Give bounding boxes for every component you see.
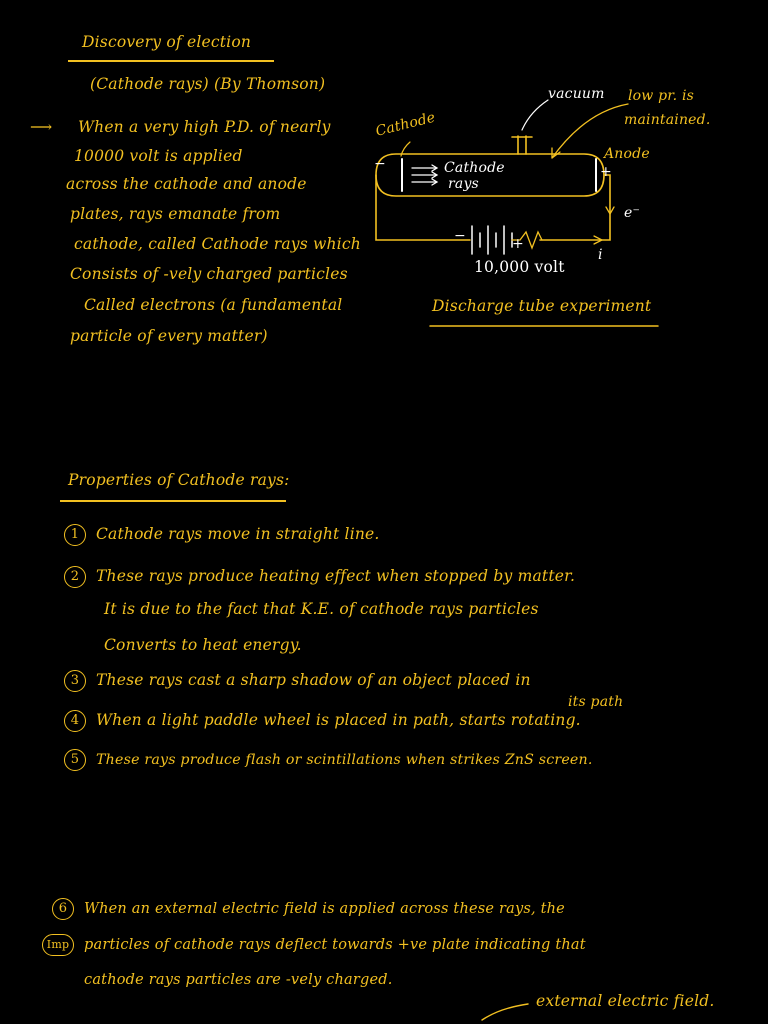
battery-minus-sign: − bbox=[454, 228, 466, 244]
footer-note: external electric field. bbox=[536, 992, 715, 1010]
anode-label: Anode bbox=[604, 146, 650, 162]
rays-label-2: rays bbox=[448, 176, 479, 192]
intro-line: Consists of -vely charged particles bbox=[70, 265, 348, 283]
properties-title: Properties of Cathode rays: bbox=[68, 471, 290, 489]
property-line: Converts to heat energy. bbox=[104, 636, 302, 654]
intro-line: 10000 volt is applied bbox=[74, 147, 243, 165]
item-number-badge: 2 bbox=[64, 566, 86, 588]
property-line: It is due to the fact that K.E. of cathode rays particles bbox=[104, 600, 539, 618]
property-line: 3 These rays cast a sharp shadow of an object placed in bbox=[64, 670, 531, 692]
intro-line: Called electrons (a fundamental bbox=[84, 296, 343, 314]
electron-label: e⁻ bbox=[624, 205, 641, 221]
property-line: 4 When a light paddle wheel is placed in path, starts rotating. bbox=[64, 710, 581, 732]
cathode-label: Cathode bbox=[374, 109, 437, 140]
property-line: 6 When an external electric field is applied across these rays, the bbox=[52, 898, 565, 920]
low-pressure-label: low pr. is bbox=[628, 88, 695, 104]
intro-line: cathode, called Cathode rays which bbox=[74, 235, 361, 253]
property-line: 5 These rays produce flash or scintillations when strikes ZnS screen. bbox=[64, 749, 593, 771]
voltage-label: 10,000 volt bbox=[474, 258, 565, 276]
battery-plus-sign: + bbox=[512, 236, 524, 252]
intro-line: plates, rays emanate from bbox=[70, 205, 281, 223]
intro-arrow: ⟶ bbox=[30, 118, 53, 136]
property-line: 2 These rays produce heating effect when stopped by matter. bbox=[64, 566, 575, 588]
property-line: cathode rays particles are -vely charged. bbox=[84, 972, 393, 988]
intro-line: across the cathode and anode bbox=[66, 175, 307, 193]
item-number-badge: 4 bbox=[64, 710, 86, 732]
vacuum-label: vacuum bbox=[548, 86, 605, 102]
important-tag: Imp bbox=[42, 934, 74, 956]
tube-plus-sign: + bbox=[600, 164, 612, 180]
item-number-badge: 1 bbox=[64, 524, 86, 546]
page-subtitle: (Cathode rays) (By Thomson) bbox=[90, 75, 326, 93]
tube-minus-sign: − bbox=[374, 156, 386, 172]
maintained-label: maintained. bbox=[624, 112, 711, 128]
intro-line: particle of every matter) bbox=[70, 327, 268, 345]
item-number-badge: 6 bbox=[52, 898, 74, 920]
diagram-caption: Discharge tube experiment bbox=[432, 297, 652, 315]
property-line: Imp particles of cathode rays deflect towards +ve plate indicating that bbox=[42, 934, 586, 956]
item-number-badge: 5 bbox=[64, 749, 86, 771]
property-line: 1 Cathode rays move in straight line. bbox=[64, 524, 380, 546]
page-title: Discovery of election bbox=[82, 33, 252, 51]
item-4-note: its path bbox=[568, 694, 624, 710]
item-number-badge: 3 bbox=[64, 670, 86, 692]
current-label: i bbox=[598, 247, 603, 263]
rays-label-1: Cathode bbox=[444, 160, 505, 176]
intro-line: When a very high P.D. of nearly bbox=[78, 118, 331, 136]
